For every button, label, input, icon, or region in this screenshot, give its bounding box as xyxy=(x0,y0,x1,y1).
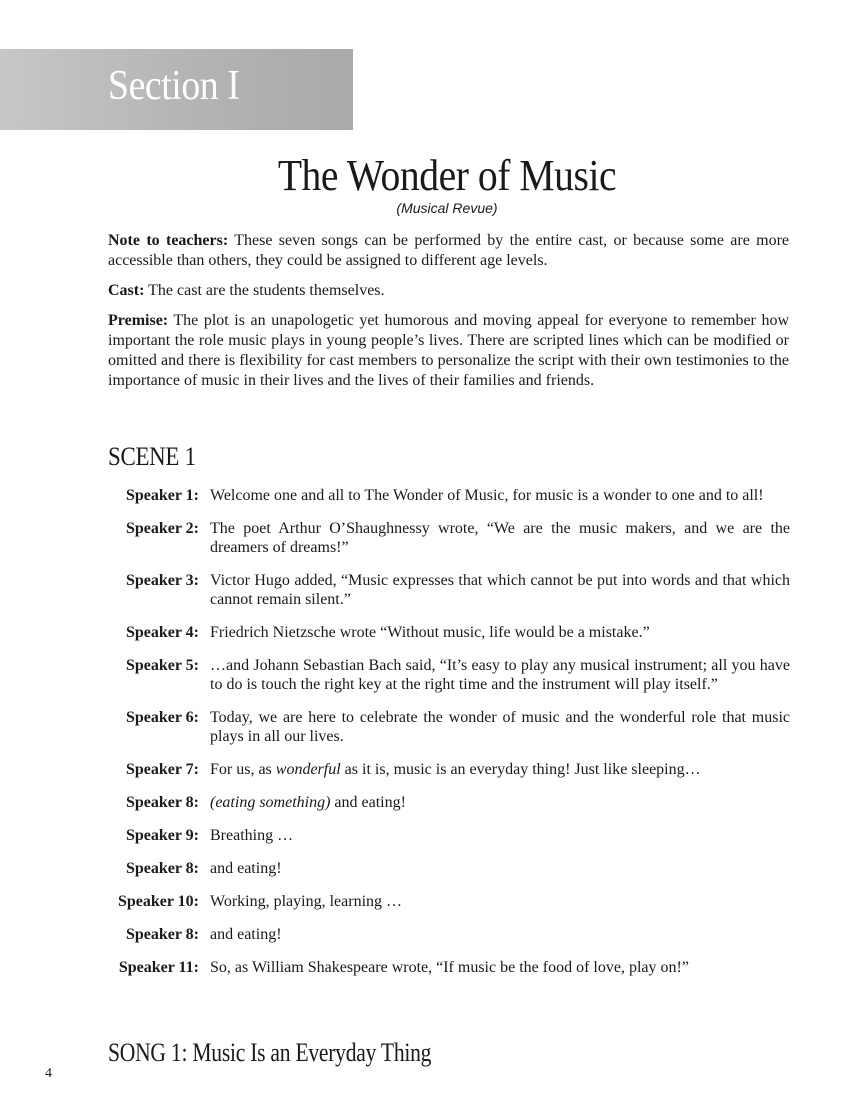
page-subtitle: (Musical Revue) xyxy=(396,200,498,216)
script-line xyxy=(108,571,790,609)
speaker-line: …and Johann Sebastian Bach said, “It’s easy to play any musical instrument; all you have to do is touch the right key at the right time and the instrument will play itself.” xyxy=(210,657,790,693)
speaker-name: Speaker 4: xyxy=(125,624,199,641)
speaker-name: Speaker 11: xyxy=(118,959,199,976)
script-line xyxy=(108,519,790,557)
line-emphasis: wonderful xyxy=(275,761,341,778)
script-line xyxy=(108,486,790,505)
song-heading: SONG 1: Music Is an Everyday Thing xyxy=(108,1038,432,1067)
intro-text xyxy=(108,231,789,401)
speaker-line: So, as William Shakespeare wrote, “If music be the food of love, play on!” xyxy=(210,959,689,976)
speaker-line: Welcome one and all to The Wonder of Music, for music is a wonder to one and to all! xyxy=(210,487,764,504)
speaker-name: Speaker 6: xyxy=(125,709,199,726)
speaker-name: Speaker 9: xyxy=(125,827,199,844)
speaker-line: Breathing … xyxy=(210,827,294,844)
page-title: The Wonder of Music xyxy=(277,151,617,200)
speaker-line xyxy=(210,760,790,779)
speaker-line: Victor Hugo added, “Music expresses that which cannot be put into words and that which cannot remain silent.” xyxy=(210,572,790,608)
script-line xyxy=(108,760,790,779)
script-line xyxy=(108,859,790,878)
script-line xyxy=(108,656,790,694)
speaker-name: Speaker 1: xyxy=(125,487,199,504)
note-to-teachers xyxy=(108,231,789,271)
speaker-line: Working, playing, learning … xyxy=(210,893,403,910)
premise-paragraph xyxy=(108,311,789,391)
note-label: Note to teachers: xyxy=(108,232,229,249)
speaker-line: The poet Arthur O’Shaughnessy wrote, “We are the music makers, and we are the dreamers of dreams!” xyxy=(210,520,790,556)
cast-text: The cast are the students themselves. xyxy=(144,282,385,299)
premise-label: Premise: xyxy=(108,312,169,329)
premise-text: The plot is an unapologetic yet humorous and moving appeal for everyone to remember how important the role music plays in young people’s lives. There are scripted lines which can be modified or omitted and there is flexibility for cast members to personalize the script with their own testimonies to the importance of music in their lives and the lives of their families and friends. xyxy=(108,312,789,389)
speaker-line: Friedrich Nietzsche wrote “Without music, life would be a mistake.” xyxy=(210,624,650,641)
speaker-line: and eating! xyxy=(210,926,282,943)
script-line xyxy=(108,925,790,944)
speaker-name: Speaker 8: xyxy=(125,926,199,943)
speaker-name: Speaker 8: xyxy=(125,860,199,877)
cast-label: Cast: xyxy=(108,282,145,299)
speaker-name: Speaker 8: xyxy=(125,794,199,811)
script-line xyxy=(108,623,790,642)
scene-heading: SCENE 1 xyxy=(108,442,196,471)
script-line xyxy=(108,958,790,977)
speaker-name: Speaker 7: xyxy=(125,761,199,778)
speaker-line: Today, we are here to celebrate the wonder of music and the wonderful role that music plays in all our lives. xyxy=(210,709,790,745)
speaker-name: Speaker 3: xyxy=(125,572,199,589)
stage-direction: (eating something) xyxy=(210,794,331,811)
script-line xyxy=(108,708,790,746)
section-title: Section I xyxy=(108,63,240,109)
page-number: 4 xyxy=(45,1066,52,1081)
script-line xyxy=(108,892,790,911)
speaker-name: Speaker 2: xyxy=(125,520,199,537)
speaker-line: and eating! xyxy=(210,860,282,877)
speaker-name: Speaker 10: xyxy=(117,893,199,910)
line-text: and eating! xyxy=(330,794,406,811)
script-line xyxy=(108,793,790,812)
note-text: These seven songs can be performed by the entire cast, or because some are more accessible than others, they could be assigned to different age levels. xyxy=(108,232,790,269)
script-lines xyxy=(108,486,790,991)
line-text: For us, as xyxy=(210,761,276,778)
cast-paragraph xyxy=(108,281,789,301)
speaker-line xyxy=(210,793,790,812)
line-text: as it is, music is an everyday thing! Just like sleeping… xyxy=(340,761,701,778)
script-line xyxy=(108,826,790,845)
speaker-name: Speaker 5: xyxy=(125,657,199,674)
